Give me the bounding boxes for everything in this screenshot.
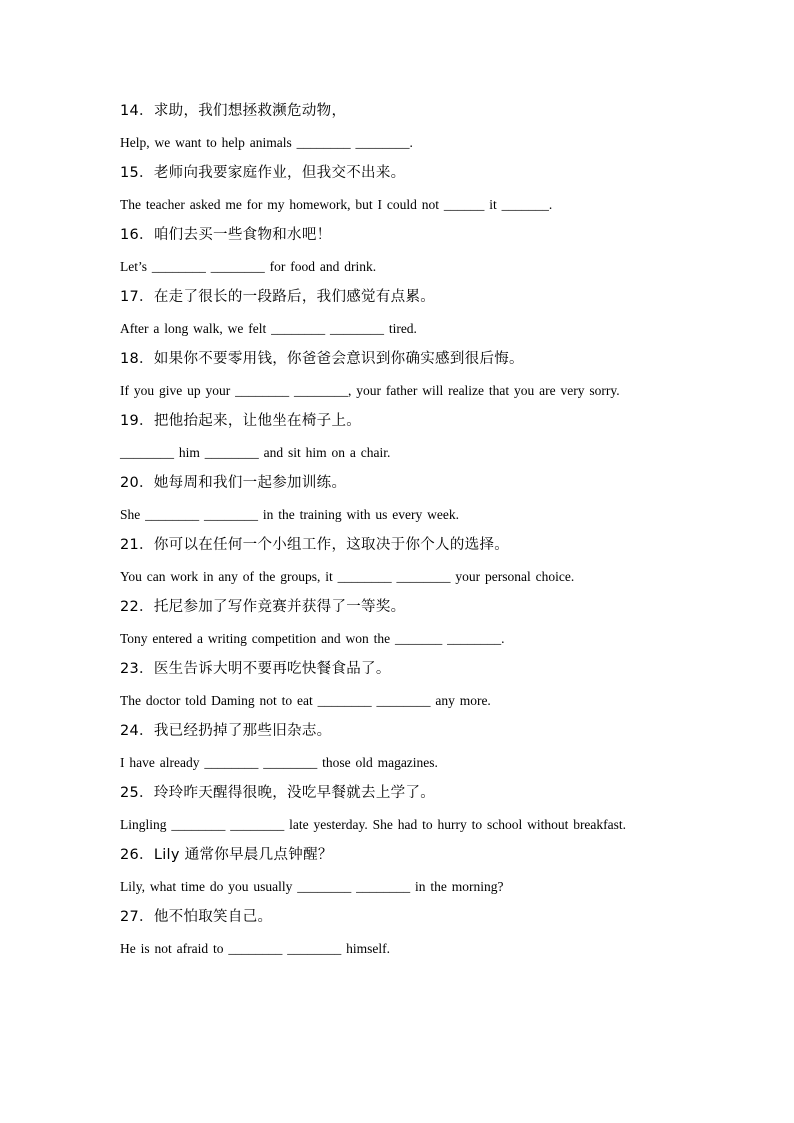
question-chinese: 27．他不怕取笑自己。 bbox=[120, 909, 273, 925]
question-chinese: 19．把他抬起来，让他坐在椅子上。 bbox=[120, 413, 362, 429]
question-chinese: 23．医生告诉大明不要再吃快餐食品了。 bbox=[120, 661, 391, 677]
question-english: Let’s ________ ________ for food and drink. bbox=[120, 259, 377, 274]
question-english: The doctor told Daming not to eat ________ ________ any more. bbox=[120, 693, 491, 708]
question-english: He is not afraid to ________ ________ himself. bbox=[120, 941, 390, 956]
question-item bbox=[120, 282, 660, 344]
question-item bbox=[120, 220, 660, 282]
question-chinese: 15．老师向我要家庭作业，但我交不出来。 bbox=[120, 165, 406, 181]
question-english: Help, we want to help animals ________ ________. bbox=[120, 135, 413, 150]
question-chinese: 22．托尼参加了写作竞赛并获得了一等奖。 bbox=[120, 599, 406, 615]
question-item bbox=[120, 406, 660, 468]
question-item bbox=[120, 778, 660, 840]
question-item bbox=[120, 158, 660, 220]
question-chinese: 26．Lily 通常你早晨几点钟醒？ bbox=[120, 847, 333, 863]
question-list bbox=[120, 96, 660, 964]
question-english: She ________ ________ in the training with us every week. bbox=[120, 507, 459, 522]
question-english: You can work in any of the groups, it ________ ________ your personal choice. bbox=[120, 569, 575, 584]
question-item bbox=[120, 96, 660, 158]
question-english: After a long walk, we felt ________ ________ tired. bbox=[120, 321, 417, 336]
question-item bbox=[120, 654, 660, 716]
question-item bbox=[120, 592, 660, 654]
question-chinese: 24．我已经扔掉了那些旧杂志。 bbox=[120, 723, 332, 739]
question-item bbox=[120, 840, 660, 902]
question-english: Lily, what time do you usually ________ ________ in the morning? bbox=[120, 879, 504, 894]
question-english: ________ him ________ and sit him on a chair. bbox=[120, 445, 391, 460]
question-item bbox=[120, 902, 660, 964]
question-chinese: 16．咱们去买一些食物和水吧！ bbox=[120, 227, 332, 243]
question-chinese: 25．玲玲昨天醒得很晚，没吃早餐就去上学了。 bbox=[120, 785, 436, 801]
question-english: I have already ________ ________ those old magazines. bbox=[120, 755, 438, 770]
question-item bbox=[120, 344, 660, 406]
question-chinese: 21．你可以在任何一个小组工作，这取决于你个人的选择。 bbox=[120, 537, 510, 553]
question-item bbox=[120, 716, 660, 778]
question-english: If you give up your ________ ________, your father will realize that you are very sorry. bbox=[120, 383, 620, 398]
question-english: Tony entered a writing competition and won the _______ ________. bbox=[120, 631, 505, 646]
question-item bbox=[120, 530, 660, 592]
question-chinese: 18．如果你不要零用钱，你爸爸会意识到你确实感到很后悔。 bbox=[120, 351, 524, 367]
question-english: The teacher asked me for my homework, but I could not ______ it _______. bbox=[120, 197, 553, 212]
question-chinese: 17．在走了很长的一段路后，我们感觉有点累。 bbox=[120, 289, 436, 305]
question-english: Lingling ________ ________ late yesterday. She had to hurry to school without breakfast. bbox=[120, 817, 627, 832]
question-chinese: 20．她每周和我们一起参加训练。 bbox=[120, 475, 347, 491]
question-chinese: 14．求助，我们想拯救濒危动物， bbox=[120, 103, 347, 119]
question-item bbox=[120, 468, 660, 530]
